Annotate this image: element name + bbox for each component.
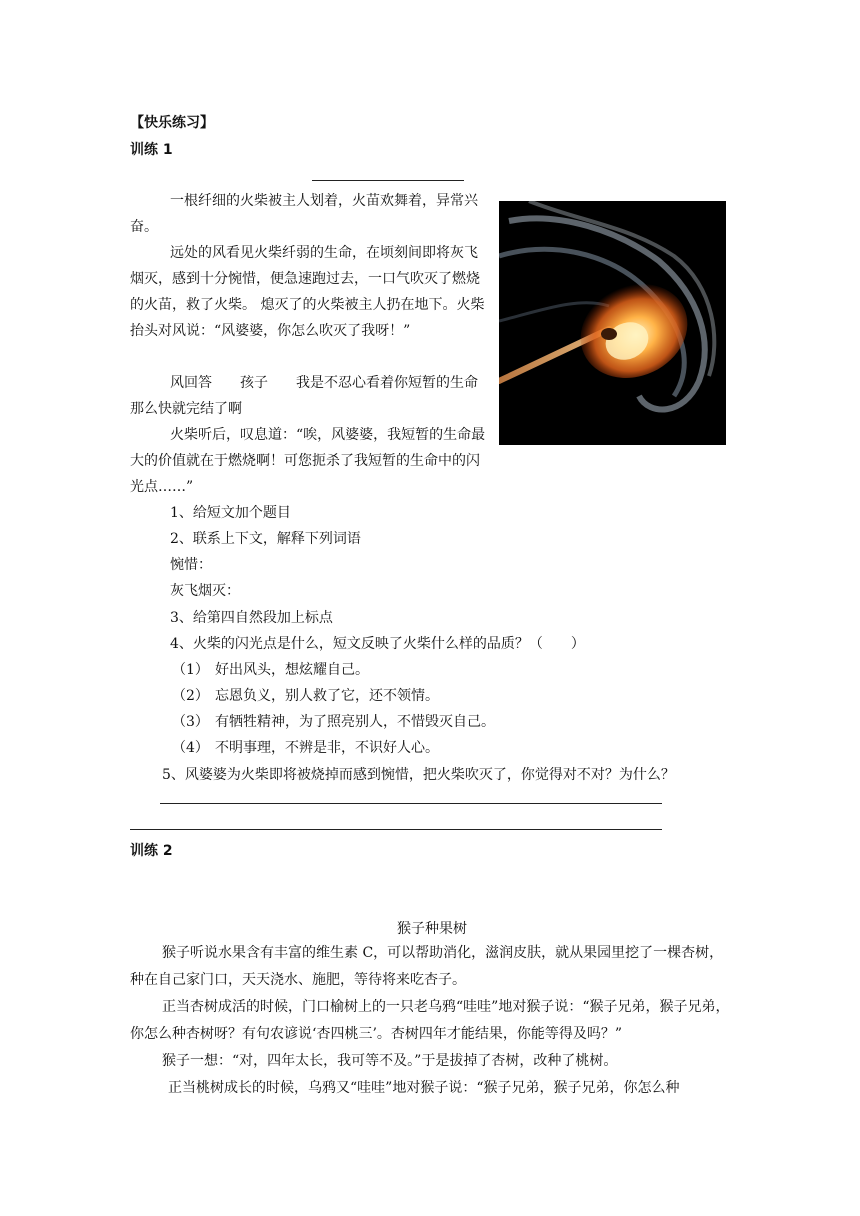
story-paragraph-4: 火柴听后，叹息道：“唉，风婆婆，我短暂的生命最大的价值就在于燃烧啊！可您扼杀了我短暂的生命中的闪光点……” — [130, 427, 486, 495]
word-2-prompt: 灰飞烟灭： — [170, 583, 240, 599]
question-3: 3、给第四自然段加上标点 — [170, 610, 333, 626]
answer-line-1 — [160, 803, 662, 804]
option-3-number: （3） — [172, 714, 209, 730]
option-4-text: 不明事理，不辨是非，不识好人心。 — [215, 740, 439, 756]
option-2-text: 忘恩负义，别人救了它，还不领情。 — [215, 688, 439, 704]
title-blank-line — [312, 180, 464, 181]
option-1-text: 好出风头，想炫耀自己。 — [215, 662, 369, 678]
story2-paragraph-4: 正当桃树成长的时候，乌鸦又“哇哇”地对猴子说：“猴子兄弟，猴子兄弟，你怎么种 — [168, 1080, 680, 1096]
story2-paragraph-3: 猴子一想：“对，四年太长，我可等不及。”于是拔掉了杏树，改种了桃树。 — [162, 1053, 618, 1069]
answer-line-2 — [130, 829, 662, 830]
training2-label: 训练 2 — [130, 843, 173, 859]
story2-title: 猴子种果树 — [397, 921, 467, 937]
story-paragraph-1: 一根纤细的火柴被主人划着，火苗欢舞着，异常兴奋。 — [130, 193, 478, 235]
burning-match-photo — [499, 201, 726, 445]
story-paragraph-2: 远处的风看见火柴纤弱的生命，在顷刻间即将灰飞烟灭，感到十分惋惜，便急速跑过去，一口气吹灭了燃烧的火苗，救了火柴。 熄灭了的火柴被主人扔在地下。火柴抬头对风说：“风婆婆，你怎么吹灭了我呀！” — [130, 245, 485, 339]
question-1: 1、给短文加个题目 — [170, 505, 291, 521]
section-heading: 【快乐练习】 — [130, 115, 214, 131]
training1-label: 训练 1 — [130, 142, 173, 158]
story-paragraph-3: 风回答 孩子 我是不忍心看着你短暂的生命那么快就完结了啊 — [130, 375, 478, 417]
option-1-number: （1） — [172, 662, 209, 678]
story2-paragraph-2: 正当杏树成活的时候，门口榆树上的一只老乌鸦“哇哇”地对猴子说：“猴子兄弟，猴子兄弟，你怎么种杏树呀？有句农谚说‘杏四桃三’。杏树四年才能结果，你能等得及吗？” — [130, 999, 730, 1042]
option-2-number: （2） — [172, 688, 209, 704]
story2-paragraph-1: 猴子听说水果含有丰富的维生素 C，可以帮助消化，滋润皮肤，就从果园里挖了一棵杏树，种在自己家门口，天天浇水、施肥，等待将来吃杏子。 — [130, 945, 724, 988]
word-1-prompt: 惋惜： — [170, 557, 212, 573]
question-5: 5、风婆婆为火柴即将被烧掉而感到惋惜，把火柴吹灭了，你觉得对不对？为什么？ — [162, 767, 675, 783]
question-4: 4、火柴的闪光点是什么，短文反映了火柴什么样的品质？（ ） — [170, 636, 585, 652]
question-2: 2、联系上下文，解释下列词语 — [170, 531, 361, 547]
option-3-text: 有牺牲精神，为了照亮别人，不惜毁灭自己。 — [215, 714, 495, 730]
option-4-number: （4） — [172, 740, 209, 756]
